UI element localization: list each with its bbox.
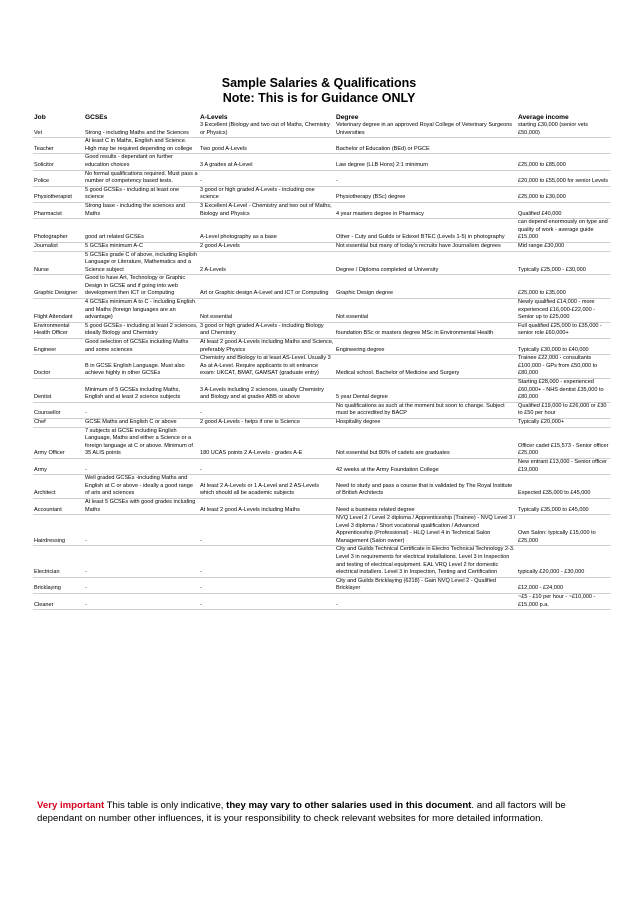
gcse-cell: Good to have Art, Technology or Graphic Design in GCSE and if going into web development then ICT or Computing: [84, 275, 199, 299]
income-cell: Mid range £30,000: [517, 242, 611, 251]
degree-cell: Engineering degree: [335, 339, 517, 355]
job-cell: Flight Attendant: [33, 299, 84, 323]
gcse-cell: No formal qualifications required. Must pass a number of competency based tests.: [84, 170, 199, 186]
job-cell: Pharmacist: [33, 202, 84, 218]
alevels-cell: 2 A-Levels: [199, 251, 335, 275]
table-row: [33, 515, 611, 546]
gcse-cell: 5 good GCSEs - including at least 2 sciences, ideally Biology and Chemistry: [84, 322, 199, 338]
table-row: [33, 498, 611, 514]
note-text-1: This table is only indicative,: [104, 800, 227, 811]
job-cell: Bricklaying: [33, 577, 84, 593]
income-cell: £25,000 to £85,000: [517, 154, 611, 170]
table-row: [33, 594, 611, 610]
table-row: [33, 186, 611, 202]
degree-cell: Veterinary degree in an approved Royal College of Veterinary Surgeons Universities: [335, 122, 517, 138]
degree-cell: Graphic Design degree: [335, 275, 517, 299]
alevels-cell: 3 good or high graded A-Levels - including Biology and Chemistry: [199, 322, 335, 338]
job-cell: Accountant: [33, 498, 84, 514]
gcse-cell: -: [84, 515, 199, 546]
header-degree: Degree: [336, 114, 359, 121]
table-row: [33, 339, 611, 355]
income-cell: Qualified £19,000 to £26,000 or £30 to £50 per hour: [517, 402, 611, 418]
job-cell: Photographer: [33, 219, 84, 243]
table-row: [33, 475, 611, 499]
gcse-cell: GCSE Maths and English C or above: [84, 418, 199, 427]
table-row: [33, 299, 611, 323]
income-cell: starting £30,000 (senior vets £50,000): [517, 122, 611, 138]
alevels-cell: Art or Graphic design A-Level and ICT or Computing: [199, 275, 335, 299]
alevels-cell: 3 Excellent A-Level - Chemistry and two out of Maths, Biology and Physics: [199, 202, 335, 218]
table-row: [33, 219, 611, 243]
income-cell: [517, 138, 611, 154]
degree-cell: 4 year masters degree in Pharmacy: [335, 202, 517, 218]
table-row: [33, 242, 611, 251]
alevels-cell: At least 2 good A-Levels including Maths: [199, 498, 335, 514]
table-header-row: [33, 114, 611, 122]
table-row: [33, 170, 611, 186]
table-row: [33, 427, 611, 458]
degree-cell: No qualifications as such at the moment but soon to change. Subject must be accredited by BACP: [335, 402, 517, 418]
degree-cell: Not essential but many of today's recruits have Journalism degrees: [335, 242, 517, 251]
degree-cell: -: [335, 594, 517, 610]
header-job: Job: [34, 114, 46, 121]
alevels-cell: Chemistry and Biology to at least AS-Level. Usually 3 As at A-Level. Require applicants to sit entrance exam: UKCAT, BMAT, GAMSAT (graduate entry): [199, 355, 335, 379]
job-cell: Dentist: [33, 379, 84, 403]
income-cell: New entrant £13,000 - Senior officer £19,000: [517, 458, 611, 474]
job-cell: Vet: [33, 122, 84, 138]
degree-cell: NVQ Level 2 / Level 2 diploma / Apprenticeship (Trainee) - NVQ Level 3 / Level 3 diploma / Short vocational qualification / Advanced Apprenticeship (Professional) - HLQ Level 4 in Technical Salon Management (Salon owner): [335, 515, 517, 546]
degree-cell: Physiotherapy (BSc) degree: [335, 186, 517, 202]
table-row: [33, 418, 611, 427]
gcse-cell: B in GCSE English Language. Must also achieve highly in other GCSEs: [84, 355, 199, 379]
income-cell: £25,000 to £30,000: [517, 186, 611, 202]
income-cell: Full qualified £25,000 to £35,000 - senior role £60,000+: [517, 322, 611, 338]
gcse-cell: 5 good GCSEs - including at least one science: [84, 186, 199, 202]
gcse-cell: -: [84, 458, 199, 474]
job-cell: Chef: [33, 418, 84, 427]
degree-cell: City and Guilds Technical Certificate in Electro Technical Technology 2-3. Level 3 in requirements for electrical installations. Level 3 in Inspection and testing of electrical equipment. EAL VRQ Level 2 for domestic electrical installers. Level 3 in Inspection, Testing and Certification: [335, 546, 517, 577]
document-title-block: [0, 76, 638, 106]
income-cell: £12,000 - £24,000: [517, 577, 611, 593]
job-cell: Engineer: [33, 339, 84, 355]
note-important-label: Very important: [37, 800, 105, 811]
income-cell: Officer cadet £15,573 - Senior officer £25,000: [517, 427, 611, 458]
degree-cell: Law degree (LLB Hons) 2:1 minimum: [335, 154, 517, 170]
degree-cell: Bachelor of Education (BEd) or PGCE: [335, 138, 517, 154]
gcse-cell: Well graded GCSEs -including Maths and English at C or above - ideally a good range of arts and sciences: [84, 475, 199, 499]
table-row: [33, 322, 611, 338]
job-cell: Graphic Designer: [33, 275, 84, 299]
alevels-cell: 2 good A-Levels - helps if one is Science: [199, 418, 335, 427]
job-cell: Journalist: [33, 242, 84, 251]
header-gcses: GCSEs: [85, 114, 108, 121]
income-cell: ~£5 - £10 per hour - ~£10,000 - £15,000 p.a.: [517, 594, 611, 610]
table-row: [33, 458, 611, 474]
gcse-cell: -: [84, 402, 199, 418]
job-cell: Hairdressing: [33, 515, 84, 546]
note-bold-text: they may vary to other salaries used in this document: [226, 800, 472, 811]
document-subtitle: Note: This is for Guidance ONLY: [222, 91, 416, 105]
income-cell: can depend enormously on type and quality of work - average guide £15,000: [517, 219, 611, 243]
table-row: [33, 154, 611, 170]
alevels-cell: Two good A-Levels: [199, 138, 335, 154]
income-cell: Trainee £22,000 - consultants £100,000 - GPs from £50,000 to £80,000: [517, 355, 611, 379]
table-row: [33, 546, 611, 577]
gcse-cell: -: [84, 594, 199, 610]
income-cell: Starting £28,000 - experienced £60,000+ - NHS dentist £35,000 to £80,000: [517, 379, 611, 403]
job-cell: Physiotherapist: [33, 186, 84, 202]
income-cell: £25,000 to £35,000: [517, 275, 611, 299]
degree-cell: Degree / Diploma completed at University: [335, 251, 517, 275]
table-row: [33, 251, 611, 275]
job-cell: Army Officer: [33, 427, 84, 458]
salary-table: [33, 114, 611, 610]
alevels-cell: 3 Excellent (Biology and two out of Maths, Chemistry or Physics): [199, 122, 335, 138]
alevels-cell: -: [199, 515, 335, 546]
gcse-cell: Strong - including Maths and the Sciences: [84, 122, 199, 138]
gcse-cell: Good results - dependant on further education choices: [84, 154, 199, 170]
gcse-cell: -: [84, 546, 199, 577]
job-cell: Counsellor: [33, 402, 84, 418]
degree-cell: Other - Cuty and Guilds or Edexel BTEC (Levels 1-5) in photography: [335, 219, 517, 243]
gcse-cell: 5 GCSEs minimum A-C: [84, 242, 199, 251]
income-cell: Expected £35,000 to £45,000: [517, 475, 611, 499]
income-cell: £20,000 to £55,000 for senior Levels: [517, 170, 611, 186]
table-row: [33, 138, 611, 154]
gcse-cell: -: [84, 577, 199, 593]
alevels-cell: Not essential: [199, 299, 335, 323]
document-title: Sample Salaries & Qualifications: [221, 76, 417, 90]
job-cell: Doctor: [33, 355, 84, 379]
degree-cell: Need to study and pass a course that is validated by The Royal Institute of British Architects: [335, 475, 517, 499]
degree-cell: foundation BSc or masters degree MSc in Environmental Health: [335, 322, 517, 338]
alevels-cell: -: [199, 458, 335, 474]
degree-cell: Medical school. Bachelor of Medicine and Surgery: [335, 355, 517, 379]
job-cell: Cleaner: [33, 594, 84, 610]
alevels-cell: -: [199, 594, 335, 610]
degree-cell: -: [335, 170, 517, 186]
job-cell: Environmental Health Officer: [33, 322, 84, 338]
alevels-cell: 2 good A-Levels: [199, 242, 335, 251]
degree-cell: Not essential: [335, 299, 517, 323]
note-text-2: . and all factors will be dependant on number other influences, it is your responsibility to check relevant websites for more detailed information.: [37, 800, 566, 824]
income-cell: Own Salon: typically £15,000 to £25,000: [517, 515, 611, 546]
gcse-cell: At least 5 GCSEs with good grades including Maths: [84, 498, 199, 514]
disclaimer-note: [37, 800, 597, 825]
alevels-cell: 3 A-Levels including 2 sciences, usually Chemistry and Biology and at grades ABB or above: [199, 379, 335, 403]
gcse-cell: 5 GCSEs grade C of above, including English Language or Literature, Mathematics and a Science subject: [84, 251, 199, 275]
gcse-cell: Strong base - including the sciences and Maths: [84, 202, 199, 218]
income-cell: typically £20,000 - £30,000: [517, 546, 611, 577]
degree-cell: 5 year Dental degree: [335, 379, 517, 403]
income-cell: Typically £30,000 to £40,000: [517, 339, 611, 355]
job-cell: Solicitor: [33, 154, 84, 170]
job-cell: Electrician: [33, 546, 84, 577]
job-cell: Nurse: [33, 251, 84, 275]
alevels-cell: 3 A grades at A-Level: [199, 154, 335, 170]
alevels-cell: A-Level photography as a base: [199, 219, 335, 243]
income-cell: Typically £20,000+: [517, 418, 611, 427]
table-row: [33, 379, 611, 403]
table-body: [33, 122, 611, 610]
alevels-cell: -: [199, 577, 335, 593]
table-row: [33, 122, 611, 138]
income-cell: Newly qualified £14,000 - more experienced £16,000-£22,000 - Senior up to £25,000: [517, 299, 611, 323]
job-cell: Teacher: [33, 138, 84, 154]
alevels-cell: -: [199, 402, 335, 418]
gcse-cell: Minimum of 5 GCSEs including Maths, English and at least 2 science subjects: [84, 379, 199, 403]
gcse-cell: 4 GCSEs minimum A to C - including English and Maths (foreign languages are an advantage): [84, 299, 199, 323]
table-row: [33, 202, 611, 218]
table-row: [33, 355, 611, 379]
degree-cell: City and Guilds Bricklaying (6218) - Gain NVQ Level 2 - Qualified Bricklayer: [335, 577, 517, 593]
alevels-cell: At least 2 A-Levels or 1 A-Level and 2 AS-Levels which should all be academic subjects: [199, 475, 335, 499]
table-row: [33, 577, 611, 593]
degree-cell: Not essential but 80% of cadets are graduates: [335, 427, 517, 458]
alevels-cell: -: [199, 546, 335, 577]
job-cell: Army: [33, 458, 84, 474]
header-alevels: A-Levels: [200, 114, 228, 121]
income-cell: Typically £25,000 - £30,000: [517, 251, 611, 275]
header-average-income: Average income: [518, 114, 569, 121]
job-cell: Police: [33, 170, 84, 186]
alevels-cell: 3 good or high graded A-Levels - including one science: [199, 186, 335, 202]
alevels-cell: At least 2 good A-Levels including Maths and Science, preferably Physics: [199, 339, 335, 355]
alevels-cell: -: [199, 170, 335, 186]
income-cell: Qualified £40,000: [517, 202, 611, 218]
income-cell: Typically £35,000 to £45,000: [517, 498, 611, 514]
degree-cell: Need a business related degree: [335, 498, 517, 514]
degree-cell: 42 weeks at the Army Foundation College: [335, 458, 517, 474]
gcse-cell: At least C in Maths, English and Science. High may be required depending on college: [84, 138, 199, 154]
table-row: [33, 275, 611, 299]
gcse-cell: 7 subjects at GCSE including English Language, Maths and either a Science or a foreign language at C or above. Minimum of 35 ALIS points: [84, 427, 199, 458]
gcse-cell: good art related GCSEs: [84, 219, 199, 243]
alevels-cell: 180 UCAS points 2 A-Levels - grades A-E: [199, 427, 335, 458]
job-cell: Architect: [33, 475, 84, 499]
degree-cell: Hospitality degree: [335, 418, 517, 427]
gcse-cell: Good selection of GCSEs including Maths and some sciences: [84, 339, 199, 355]
table-row: [33, 402, 611, 418]
